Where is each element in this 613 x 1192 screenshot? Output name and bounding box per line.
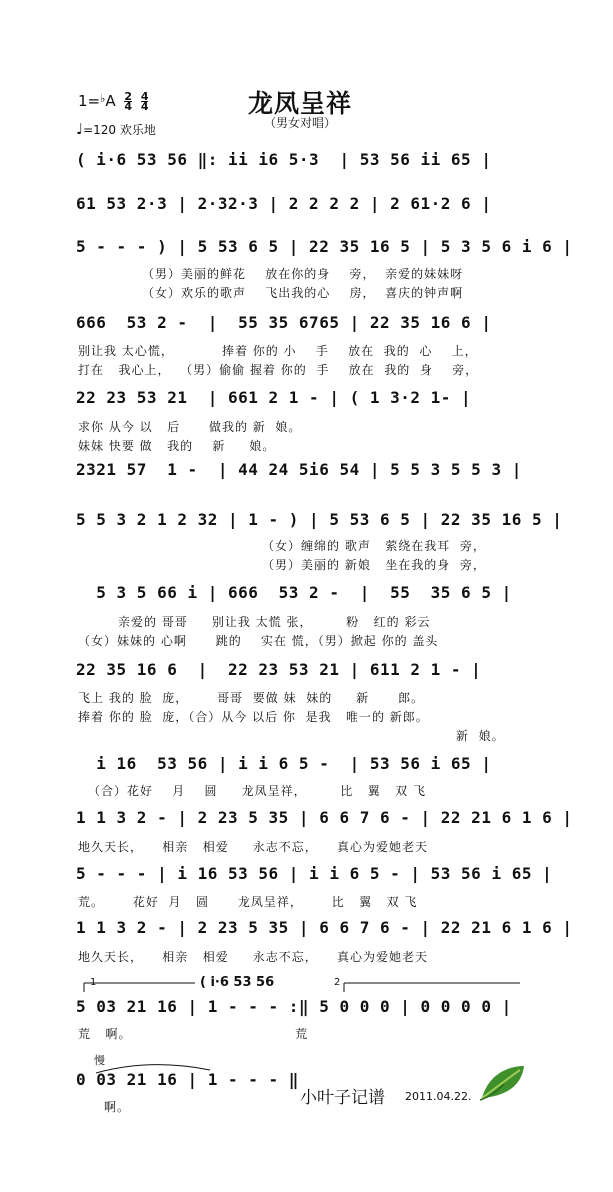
lyric-line: 飞上 我的 脸 庞， 哥哥 要做 妹 妹的 新 郎。 [78, 691, 425, 705]
slow-marking: 慢 [94, 1054, 105, 1067]
music-line-1: ( i·6 53 56 ‖: ii i6 5·3 | 53 56 ii 65 | [76, 150, 492, 169]
lyric-line: 求你 从今 以 后 做我的 新 娘。 [78, 420, 302, 434]
music-line-2: 61 53 2·3 | 2·32·3 | 2 2 2 2 | 2 61·2 6 | [76, 194, 492, 213]
song-subtitle: （男女对唱） [264, 116, 337, 130]
music-line-14: 5 03 21 16 | 1 - - - :‖ 5 0 0 0 | 0 0 0 0 | [76, 997, 512, 1016]
volta-1: 1 [90, 977, 97, 988]
music-line-5: 22 23 53 21 | 661 2 1 - | ( 1 3·2 1- | [76, 388, 472, 407]
music-line-3: 5 - - - ) | 5 53 6 5 | 22 35 16 5 | 5 3 5 6 i 6 | [76, 237, 573, 256]
time-signature-4-4: $\frac{4}{4}$ [140, 90, 149, 113]
lyric-line: （男）美丽的鲜花 放在你的身 旁， 亲爱的妹妹呀 [142, 267, 464, 281]
lyric-line: 别让我 太心慌， 捧着 你的 小 手 放在 我的 心 上， [78, 344, 478, 358]
music-line-9: 22 35 16 6 | 22 23 53 21 | 611 2 1 - | [76, 660, 482, 679]
lyric-line: 亲爱的 哥哥 别让我 太慌 张， 粉 红的 彩云 [118, 615, 431, 629]
leaf-icon [478, 1062, 528, 1102]
music-line-6: 2321 57 1 - | 44 24 5i6 54 | 5 5 3 5 5 3 | [76, 460, 522, 479]
lyric-line: （女）欢乐的歌声 飞出我的心 房， 喜庆的钟声啊 [142, 286, 464, 300]
lyric-line: （男）美丽的 新娘 坐在我的身 旁， [262, 558, 486, 572]
music-line-15: 0 03 21 16 | 1 - - - ‖ [76, 1070, 299, 1089]
lyric-line: 地久天长， 相亲 相爱 永志不忘， 真心为爱她老天 [78, 840, 429, 854]
signature-date: 2011.04.22. [405, 1090, 472, 1103]
volta-music: ( i·6 53 56 [200, 975, 275, 990]
lyric-line: 新 娘。 [456, 729, 505, 743]
quarter-note-icon: ♩ [76, 120, 84, 138]
signature: 小叶子记谱 [300, 1088, 385, 1108]
lyric-line: 荒 啊。 荒 [78, 1027, 309, 1041]
key-label: 1= [78, 92, 101, 110]
lyric-line: 啊。 [104, 1100, 131, 1114]
music-line-8: 5 3 5 66 i | 666 53 2 - | 55 35 6 5 | [76, 583, 512, 602]
music-line-12: 5 - - - | i 16 53 56 | i i 6 5 - | 53 56 i 65 | [76, 864, 553, 883]
lyric-line: （女）缠绵的 歌声 萦绕在我耳 旁， [262, 539, 486, 553]
lyric-line: 打在 我心上， （男）偷偷 握着 你的 手 放在 我的 身 旁， [78, 363, 479, 377]
lyric-line: 妹妹 快要 做 我的 新 娘。 [78, 439, 276, 453]
music-line-11: 1 1 3 2 - | 2 23 5 35 | 6 6 7 6 - | 22 21 6 1 6 | [76, 808, 573, 827]
music-line-4: 666 53 2 - | 55 35 6765 | 22 35 16 6 | [76, 313, 492, 332]
lyric-line: （合）花好 月 圆 龙凤呈祥， 比 翼 双 飞 [88, 784, 426, 798]
time-signature-2-4: $\frac{2}{4}$ [124, 90, 133, 113]
tempo-marking: ♩=120 欢乐地 [76, 120, 156, 138]
key-letter: A [105, 92, 116, 110]
music-line-13: 1 1 3 2 - | 2 23 5 35 | 6 6 7 6 - | 22 21 6 1 6 | [76, 918, 573, 937]
music-line-10: i 16 53 56 | i i 6 5 - | 53 56 i 65 | [76, 754, 492, 773]
lyric-line: 荒。 花好 月 圆 龙凤呈祥， 比 翼 双 飞 [78, 895, 418, 909]
lyric-line: 捧着 你的 脸 庞，（合）从今 以后 你 是我 唯一的 新郎。 [78, 710, 429, 724]
song-title: 龙凤呈祥 [248, 89, 353, 118]
flat-sign: ♭ [100, 92, 106, 105]
music-line-7: 5 5 3 2 1 2 32 | 1 - ) | 5 53 6 5 | 22 35 16 5 | [76, 510, 563, 529]
lyric-line: （女）妹妹的 心啊 跳的 实在 慌，（男）掀起 你的 盖头 [78, 634, 439, 648]
lyric-line: 地久天长， 相亲 相爱 永志不忘， 真心为爱她老天 [78, 950, 429, 964]
volta-2: 2 [334, 977, 341, 988]
